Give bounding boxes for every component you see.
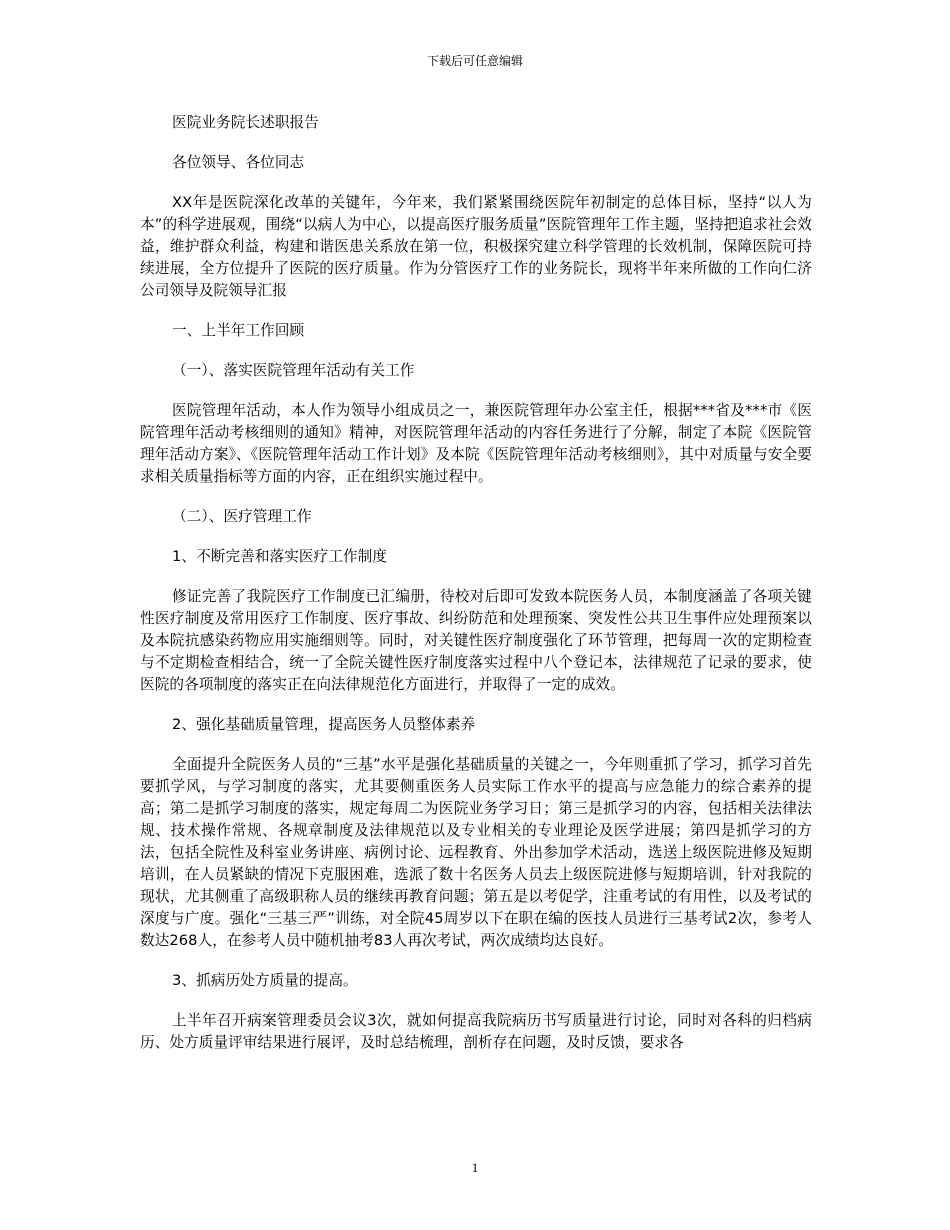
item-heading-1: 1、不断完善和落实医疗工作制度 xyxy=(172,548,388,565)
section-heading-1: 一、上半年工作回顾 xyxy=(172,322,305,339)
page-number: 1 xyxy=(471,1160,479,1175)
item-heading-3: 3、抓病历处方质量的提高。 xyxy=(172,972,358,989)
paragraph-training: 全面提升全院医务人员的“三基”水平是强化基础质量的关键之一，今年则重抓了学习，抓学习首先要抓学风，与学习制度的落实，尤其要侧重医务人员实际工作水平的提高与应急能力的综合素养的提高；第二是抓学习制度的落实，规定每周二为医院业务学习日；第三是抓学习的内容，包括相关法律法规、技术操作常规、各规章制度及法律规范以及专业相关的专业理论及医学进展；第四是抓学习的方法，包括全院性及科室业务讲座、病例讨论、远程教育、外出参加学术活动，选送上级医院进修及短期培训，在人员紧缺的情况下克服困难，选派了数十名医务人员去上级医院进修与短期培训，针对我院的现状，尤其侧重了高级职称人员的继续再教育问题；第五是以考促学，注重考试的有用性，以及考试的深度与广度。强化“三基三严”训练，对全院45周岁以下在职在编的医技人员进行三基考试2次，参考人数达268人，在参考人员中随机抽考83人再次考试，两次成绩均达良好。 xyxy=(140,756,812,949)
subsection-heading-2: （二）、医疗管理工作 xyxy=(172,508,312,525)
item-heading-2: 2、强化基础质量管理，提高医务人员整体素养 xyxy=(172,716,476,733)
salutation: 各位领导、各位同志 xyxy=(172,154,305,171)
paragraph-regulations: 修证完善了我院医疗工作制度已汇编册，待校对后即可发致本院医务人员，本制度涵盖了各项关键性医疗制度及常用医疗工作制度、医疗事故、纠纷防范和处理预案、突发性公共卫生事件应处理预案以及本院抗感染药物应用实施细则等。同时，对关键性医疗制度强化了环节管理，把每周一次的定期检查与不定期检查相结合，统一了全院关键性医疗制度落实过程中八个登记本，法律规范了记录的要求，使医院的各项制度的落实正在向法律规范化方面进行，并取得了一定的成效。 xyxy=(140,588,812,693)
paragraph-intro: XX年是医院深化改革的关键年，今年来，我们紧紧围绕医院年初制定的总体目标，坚持“以人为本”的科学进展观，围绕“以病人为中心，以提高医疗服务质量”医院管理年工作主题，坚持把追求社会效益，维护群众利益，构建和谐医患关系放在第一位，积极探究建立科学管理的长效机制，保障医院可持续进展，全方位提升了医院的医疗质量。作为分管医疗工作的业务院长，现将半年来所做的工作向仁济公司领导及院领导汇报 xyxy=(140,194,812,299)
subsection-heading-1: （一）、落实医院管理年活动有关工作 xyxy=(172,362,415,379)
document-title: 医院业务院长述职报告 xyxy=(172,114,319,131)
paragraph-records: 上半年召开病案管理委员会议3次，就如何提高我院病历书写质量进行讨论，同时对各科的归档病历、处方质量评审结果进行展评，及时总结梳理，剖析存在问题，及时反馈，要求各 xyxy=(140,1012,812,1051)
page-header: 下载后可任意编辑 xyxy=(426,54,523,68)
document-body xyxy=(140,112,812,1072)
paragraph-management-year: 医院管理年活动，本人作为领导小组成员之一，兼医院管理年办公室主任，根据***省及***市《医院管理年活动考核细则的通知》精神，对医院管理年活动的内容任务进行了分解，制定了本院《医院管理年活动方案》、《医院管理年活动工作计划》及本院《医院管理年活动考核细则》，其中对质量与安全要求相关质量指标等方面的内容，正在组织实施过程中。 xyxy=(140,402,812,485)
